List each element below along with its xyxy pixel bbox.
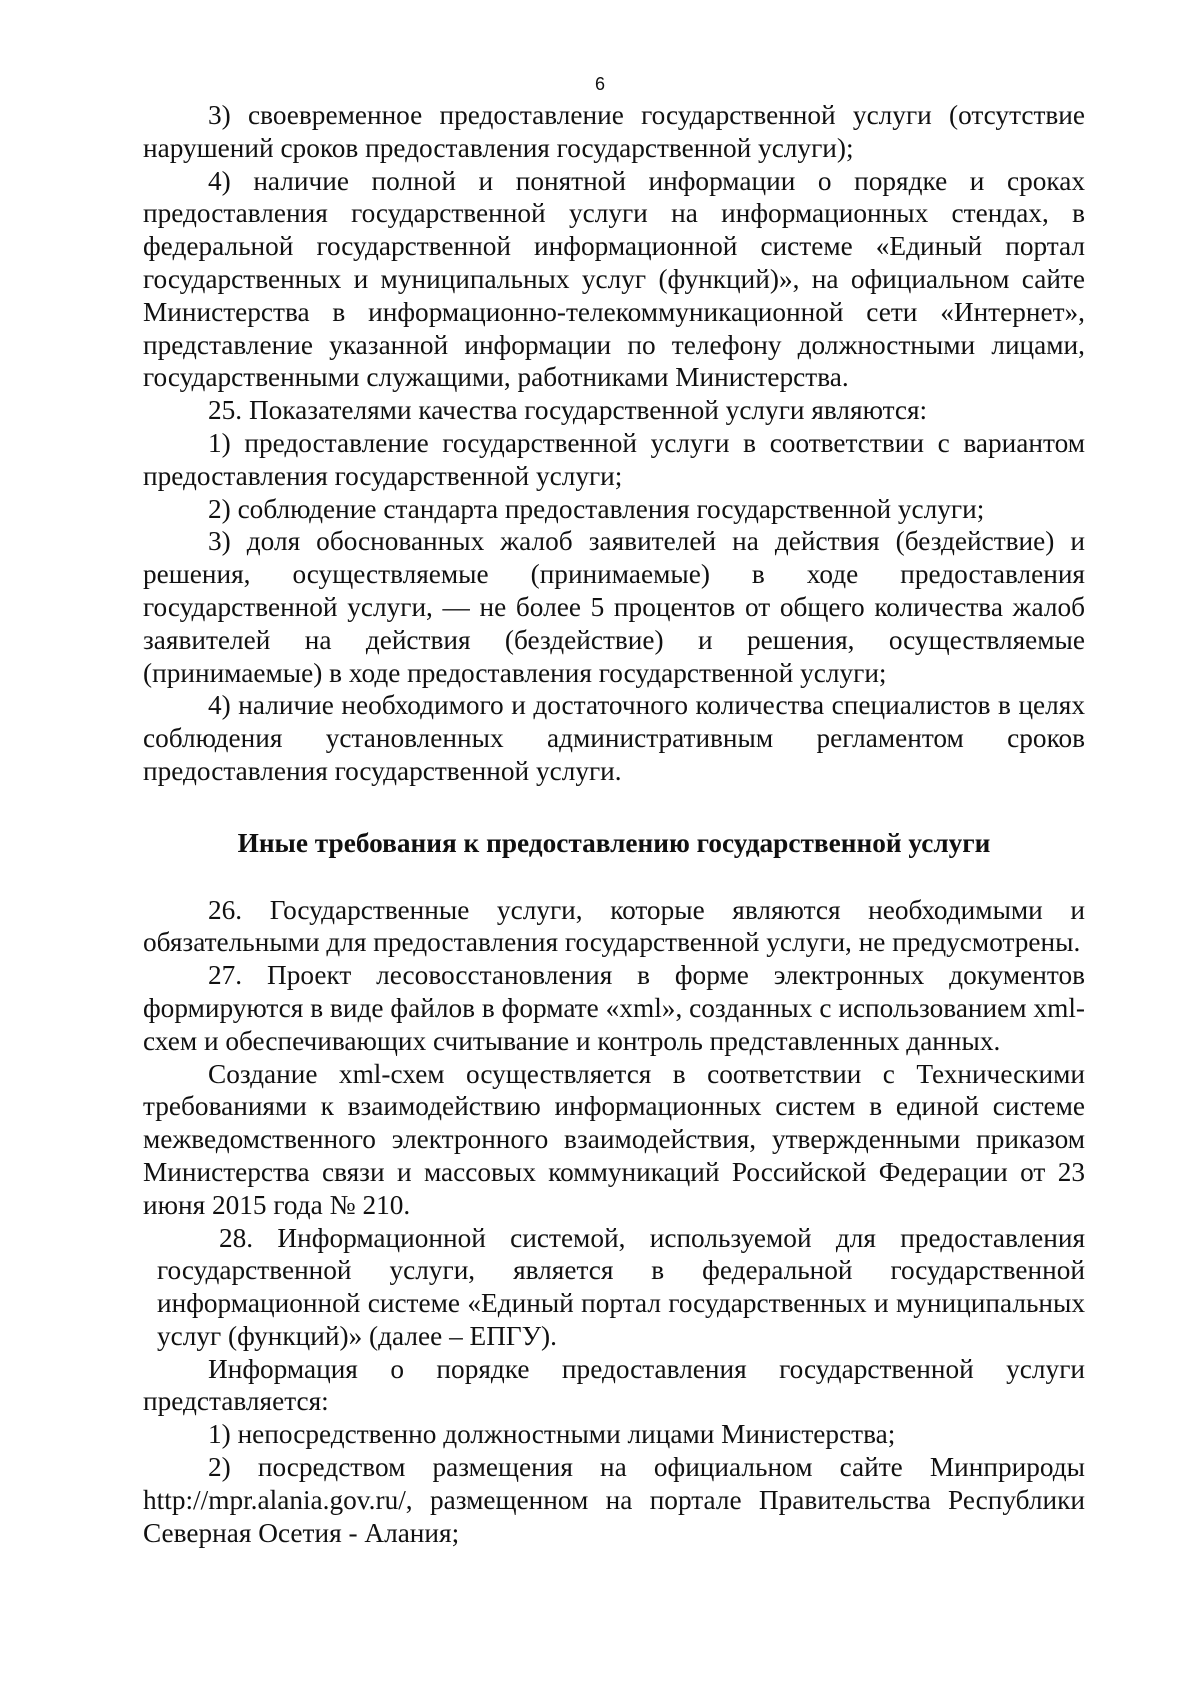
paragraph-xml-schemas: Создание xml-схем осуществляется в соответствии с Техническими требованиями к взаимодействию информационных систем в единой системе межведомственного электронного взаимодействия, утвержденными приказом Министерства связи и массовых коммуникаций Российской Федерации от 23 июня 2015 года № 210. [143,1058,1085,1220]
page-number: 6 [594,74,605,94]
paragraph-indicator-4: 4) наличие необходимого и достаточного количества специалистов в целях соблюдения установленных административным регламентом сроков предоставления государственной услуги. [143,690,1085,786]
paragraph-item-3-timely: 3) своевременное предоставление государственной услуги (отсутствие нарушений сроков предоставления государственной услуги); [143,100,1085,163]
paragraph-indicator-1: 1) предоставление государственной услуги в соответствии с вариантом предоставления государственной услуги; [143,427,1085,491]
paragraph-28: 28. Информационной системой, используемой для предоставления государственной услуги, является в федеральной государственной информационной системе «Единый портал государственных и муниципальных услуг (функций)» (далее – ЕПГУ). [157,1222,1085,1351]
paragraph-indicator-2: 2) соблюдение стандарта предоставления государственной услуги; [208,493,985,524]
paragraph-26: 26. Государственные услуги, которые являются необходимыми и обязательными для предоставления государственной услуги, не предусмотрены. [143,894,1085,958]
paragraph-indicator-3: 3) доля обоснованных жалоб заявителей на действия (бездействие) и решения, осуществляемые (принимаемые) в ходе предоставления государственной услуги, — не более 5 процентов от общего количества жалоб заявителей на действия (бездействие) и решения, осуществляемые (принимаемые) в ходе предоставления государственной услуги; [143,526,1085,688]
paragraph-info-item-2: 2) посредством размещения на официальном сайте Минприроды http://mpr.alania.gov.ru/, размещенном на портале Правительства Республики Северная Осетия - Алания; [143,1452,1085,1548]
section-heading: Иные требования к предоставлению государственной услуги [237,827,991,858]
document-body [143,99,1085,1549]
paragraph-information-provided: Информация о порядке предоставления государственной услуги представляется: [143,1353,1085,1417]
paragraph-25-quality-indicators: 25. Показателями качества государственной услуги являются: [208,395,928,426]
paragraph-item-4-information: 4) наличие полной и понятной информации о порядке и сроках предоставления государственной услуги на информационных стендах, в федеральной государственной информационной системе «Единый портал государственных и муниципальных услуг (функций)», на официальном сайте Министерства в информационно-телекоммуникационной сети «Интернет», представление указанной информации по телефону должностными лицами, государственными служащими, работниками Министерства. [143,165,1085,393]
paragraph-27: 27. Проект лесовосстановления в форме электронных документов формируются в виде файлов в формате «xml», созданных с использованием xml-схем и обеспечивающих считывание и контроль представленных данных. [143,960,1085,1056]
paragraph-info-item-1: 1) непосредственно должностными лицами Министерства; [208,1419,896,1450]
